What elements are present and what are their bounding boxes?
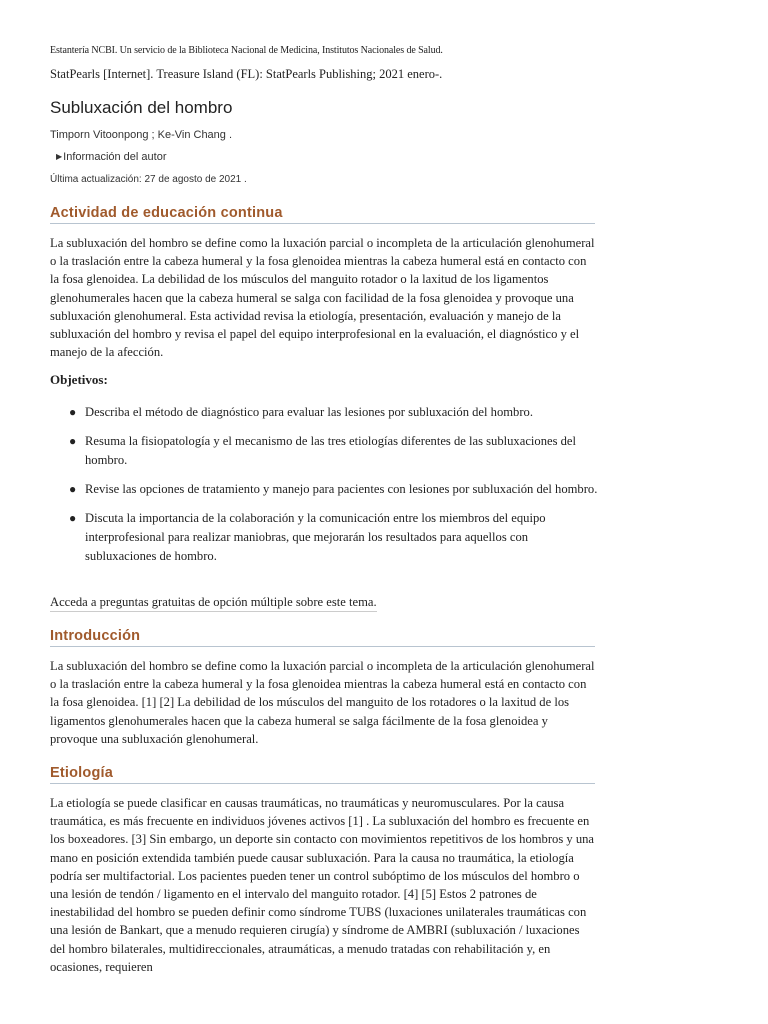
- objective-text: Resuma la fisiopatología y el mecanismo de las tres etiologías diferentes de las subluxaciones del hombro.: [85, 434, 577, 467]
- bullet-icon: ●: [69, 511, 77, 525]
- section-heading-etiology: Etiología: [50, 765, 595, 784]
- last-updated: Última actualización: 27 de agosto de 2021 .: [50, 174, 247, 185]
- bookshelf-header: Estantería NCBI. Un servicio de la Biblioteca Nacional de Medicina, Institutos Nacionales de Salud.: [50, 45, 443, 56]
- section-heading-introduction: Introducción: [50, 628, 595, 647]
- bullet-icon: ●: [69, 482, 77, 496]
- author-info-toggle[interactable]: [56, 151, 167, 163]
- objective-text: Describa el método de diagnóstico para evaluar las lesiones por subluxación del hombro.: [85, 405, 533, 419]
- page-title: Subluxación del hombro: [50, 98, 233, 117]
- objective-text: Discuta la importancia de la colaboración y la comunicación entre los miembros del equipo interprofesional para realizar maniobras, que mejorarán los resultados para aquellos con subluxaciones de hombro.: [85, 511, 546, 563]
- list-item: [50, 432, 598, 470]
- objectives-list: [50, 403, 598, 576]
- bullet-icon: ●: [69, 434, 77, 448]
- author-list: Timporn Vitoonpong ; Ke-Vin Chang .: [50, 129, 233, 141]
- citation-line: StatPearls [Internet]. Treasure Island (FL): StatPearls Publishing; 2021 enero-.: [50, 67, 443, 81]
- list-item: [50, 509, 598, 566]
- etiology-paragraph: La etiología se puede clasificar en causas traumáticas, no traumáticas y neuromusculares. Por la causa traumática, es más frecuente en individuos jóvenes activos [1] . La subluxación del hombro es frecuente en los boxeadores. [3] Sin embargo, un deporte sin contacto con movimientos repetitivos de los hombros y una mano en posición extendida también puede causar subluxación. Para la causa no traumática, la etiología podría ser multifactorial. Los pacientes pueden tener un control subóptimo de los músculos del hombro o una lesión de tendón / ligamento en el intervalo del manguito rotador. [4] [5] Estos 2 patrones de inestabilidad del hombro se pueden definir como síndrome TUBS (luxaciones unilaterales traumáticas con una lesión de Bankart, que a menudo requieren cirugía) y síndrome de AMBRI (subluxación / luxaciones del hombro bilaterales, multidireccionales, atraumáticas, a menudo tratadas con rehabilitación y, en ocasiones, requieren: [50, 796, 594, 974]
- free-questions-link[interactable]: Acceda a preguntas gratuitas de opción múltiple sobre este tema.: [50, 595, 377, 612]
- objective-text: Revise las opciones de tratamiento y manejo para pacientes con lesiones por subluxación del hombro.: [85, 482, 598, 496]
- section-heading-cme: Actividad de educación continua: [50, 205, 595, 224]
- introduction-paragraph: La subluxación del hombro se define como la luxación parcial o incompleta de la articulación glenohumeral o la traslación entre la cabeza humeral y la fosa glenoidea mientras la cabeza humeral está en contacto con la fosa glenoidea. [1] [2] La debilidad de los músculos del manguito de los rotadores o la laxitud de los ligamentos glenohumerales hacen que la cabeza humeral se salga fácilmente de la fosa glenoidea y provoque una subluxación glenohumeral.: [50, 659, 595, 746]
- objectives-label: Objetivos:: [50, 372, 108, 387]
- list-item: [50, 403, 598, 422]
- author-info-label: Información del autor: [63, 151, 167, 163]
- cme-paragraph: La subluxación del hombro se define como la luxación parcial o incompleta de la articulación glenohumeral o la traslación entre la cabeza humeral y la fosa glenoidea mientras la cabeza humeral está en contacto con la fosa glenoidea. La debilidad de los músculos del manguito rotador o la laxitud de los ligamentos glenohumerales hacen que la cabeza humeral se salga con facilidad de la fosa glenoidea y provoque una subluxación glenohumeral. Esta actividad revisa la etiología, presentación, evaluación y manejo de la subluxación del hombro y revisa el papel del equipo interprofesional en la evaluación, el diagnóstico y el manejo de la afección.: [50, 236, 595, 360]
- caret-right-icon: ▶: [56, 152, 63, 161]
- bullet-icon: ●: [69, 405, 77, 419]
- list-item: [50, 480, 598, 499]
